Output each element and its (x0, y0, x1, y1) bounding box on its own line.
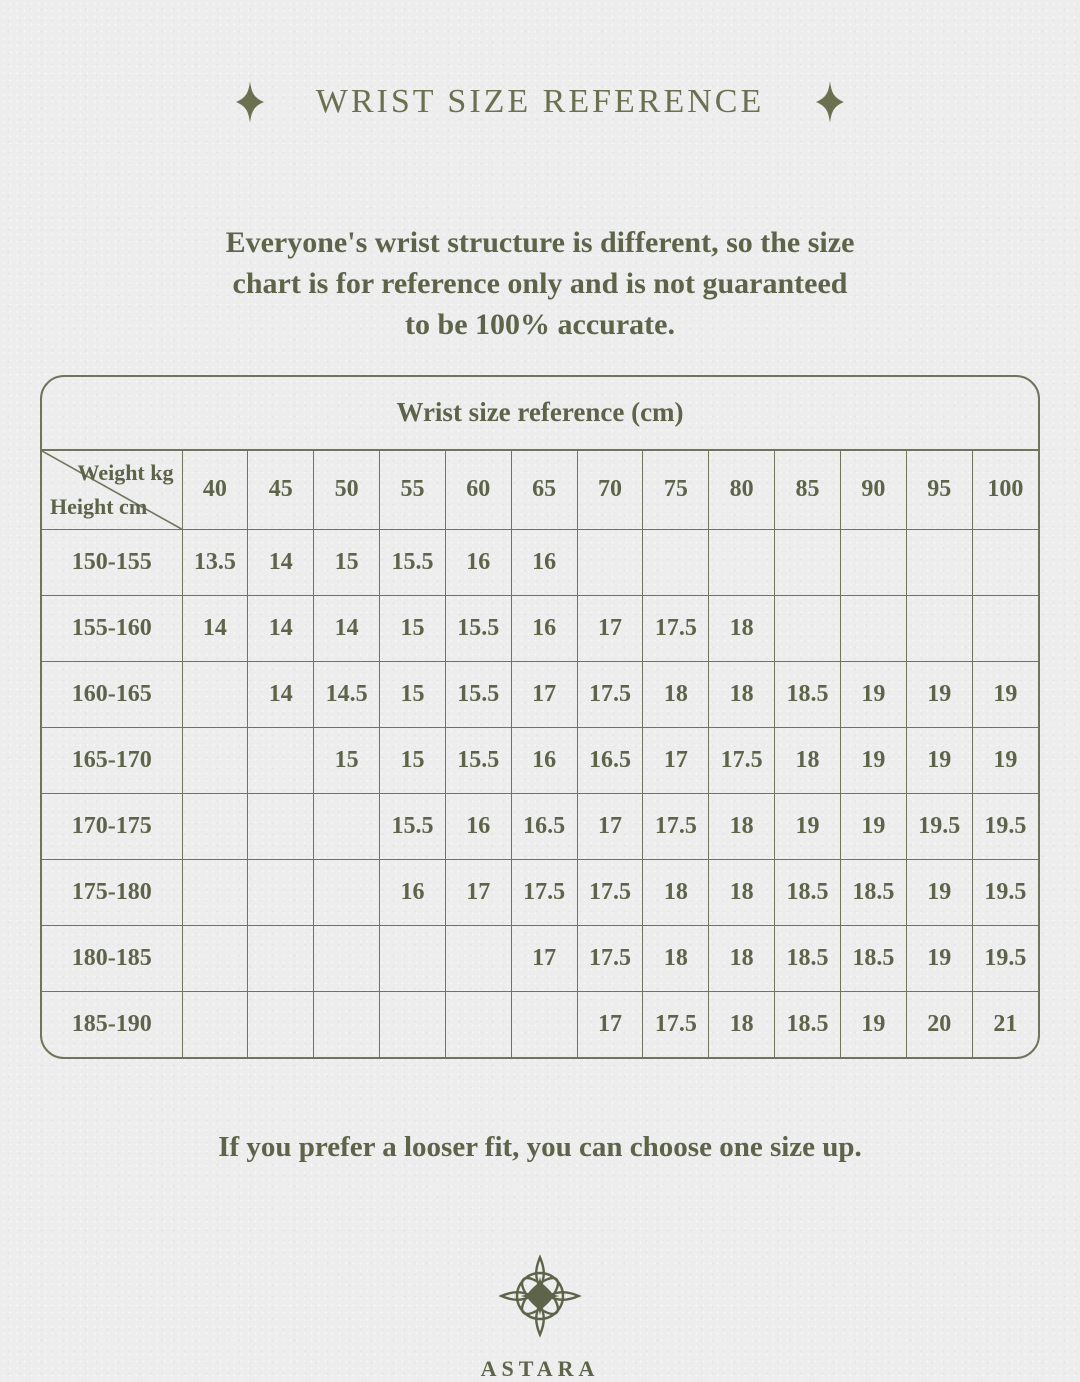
wrist-size-cell: 18 (775, 727, 841, 793)
weight-header-cell: 60 (445, 451, 511, 530)
wrist-size-cell: 17.5 (643, 595, 709, 661)
height-range-cell: 170-175 (42, 793, 182, 859)
wrist-size-cell (643, 529, 709, 595)
wrist-size-cell: 18.5 (775, 991, 841, 1057)
wrist-size-cell: 17.5 (511, 859, 577, 925)
wrist-size-cell: 19 (972, 661, 1038, 727)
height-range-cell: 150-155 (42, 529, 182, 595)
wrist-size-cell: 19.5 (972, 859, 1038, 925)
wrist-size-cell: 17 (511, 661, 577, 727)
wrist-size-cell: 17.5 (709, 727, 775, 793)
wrist-size-cell (972, 595, 1038, 661)
wrist-size-cell (248, 925, 314, 991)
wrist-size-cell: 19 (906, 859, 972, 925)
wrist-size-cell: 16 (511, 529, 577, 595)
wrist-size-cell: 18.5 (775, 661, 841, 727)
wrist-size-cell: 19 (840, 793, 906, 859)
intro-line: to be 100% accurate. (405, 307, 675, 341)
wrist-size-cell (248, 859, 314, 925)
table-row (42, 859, 1038, 925)
corner-height-label: Height cm (50, 493, 148, 519)
wrist-size-cell (380, 991, 446, 1057)
wrist-size-cell: 15.5 (380, 529, 446, 595)
weight-header-cell: 100 (972, 451, 1038, 530)
wrist-size-cell (775, 529, 841, 595)
height-range-cell: 175-180 (42, 859, 182, 925)
weight-header-cell: 65 (511, 451, 577, 530)
wrist-size-cell (248, 991, 314, 1057)
wrist-size-cell: 15.5 (445, 727, 511, 793)
weight-header-cell: 55 (380, 451, 446, 530)
wrist-size-cell: 17.5 (643, 991, 709, 1057)
wrist-size-cell: 16.5 (577, 727, 643, 793)
wrist-size-cell: 14 (248, 529, 314, 595)
wrist-size-cell (380, 925, 446, 991)
wrist-size-cell (445, 925, 511, 991)
wrist-size-cell: 17.5 (577, 859, 643, 925)
wrist-size-cell: 16 (445, 793, 511, 859)
wrist-size-cell: 19 (972, 727, 1038, 793)
table-row (42, 661, 1038, 727)
corner-weight-label: Weight kg (77, 459, 174, 485)
wrist-size-cell: 17 (445, 859, 511, 925)
wrist-size-cell: 14 (182, 595, 248, 661)
wrist-size-cell: 15 (380, 661, 446, 727)
wrist-size-cell (248, 793, 314, 859)
wrist-size-cell: 17.5 (577, 661, 643, 727)
wrist-size-cell: 18 (709, 793, 775, 859)
wrist-size-cell: 18.5 (775, 925, 841, 991)
wrist-size-cell (840, 529, 906, 595)
wrist-size-cell: 17 (577, 991, 643, 1057)
height-range-cell: 165-170 (42, 727, 182, 793)
table-row (42, 925, 1038, 991)
wrist-size-cell: 14 (314, 595, 380, 661)
wrist-size-cell (775, 595, 841, 661)
wrist-size-cell: 16 (380, 859, 446, 925)
wrist-size-cell (182, 793, 248, 859)
wrist-size-cell: 17 (577, 595, 643, 661)
wrist-size-cell: 15.5 (380, 793, 446, 859)
size-chart-table (42, 451, 1038, 1057)
wrist-size-cell: 19.5 (906, 793, 972, 859)
intro-line: Everyone's wrist structure is different, so the size (225, 225, 855, 259)
weight-header-cell: 85 (775, 451, 841, 530)
wrist-size-cell (906, 595, 972, 661)
height-range-cell: 185-190 (42, 991, 182, 1057)
wrist-size-cell (182, 859, 248, 925)
size-chart-caption: Wrist size reference (cm) (42, 377, 1038, 451)
wrist-size-cell: 19 (906, 661, 972, 727)
wrist-size-cell: 15 (380, 595, 446, 661)
wrist-size-cell: 16 (445, 529, 511, 595)
wrist-size-cell (314, 793, 380, 859)
wrist-size-cell: 19 (775, 793, 841, 859)
wrist-size-cell: 16 (511, 595, 577, 661)
wrist-size-cell: 18 (643, 859, 709, 925)
wrist-size-cell: 19 (840, 727, 906, 793)
wrist-size-cell (182, 925, 248, 991)
brand-block (0, 1250, 1080, 1382)
wrist-size-cell: 14.5 (314, 661, 380, 727)
wrist-size-cell: 18 (643, 925, 709, 991)
wrist-size-cell: 21 (972, 991, 1038, 1057)
wrist-size-cell: 14 (248, 595, 314, 661)
weight-header-cell: 75 (643, 451, 709, 530)
wrist-size-cell: 19.5 (972, 925, 1038, 991)
table-row (42, 529, 1038, 595)
weight-header-cell: 40 (182, 451, 248, 530)
wrist-size-cell: 17 (511, 925, 577, 991)
weight-header-cell: 80 (709, 451, 775, 530)
wrist-size-cell: 15 (314, 727, 380, 793)
wrist-size-cell (577, 529, 643, 595)
wrist-size-cell: 18 (643, 661, 709, 727)
wrist-size-cell: 17 (643, 727, 709, 793)
wrist-size-cell: 19.5 (972, 793, 1038, 859)
wrist-size-cell: 17.5 (577, 925, 643, 991)
table-row (42, 991, 1038, 1057)
brand-name: ASTARA (480, 1355, 600, 1381)
wrist-size-cell: 18.5 (775, 859, 841, 925)
sparkle-icon (816, 81, 844, 123)
wrist-size-cell: 19 (906, 727, 972, 793)
sparkle-icon (236, 81, 264, 123)
wrist-size-cell: 19 (840, 661, 906, 727)
wrist-size-cell (511, 991, 577, 1057)
weight-header-cell: 45 (248, 451, 314, 530)
wrist-size-cell: 18 (709, 661, 775, 727)
wrist-size-cell: 18 (709, 859, 775, 925)
weight-header-cell: 95 (906, 451, 972, 530)
wrist-size-cell: 19 (906, 925, 972, 991)
size-chart-card (40, 375, 1040, 1059)
wrist-size-cell (182, 661, 248, 727)
wrist-size-cell (840, 595, 906, 661)
wrist-size-cell: 19 (840, 991, 906, 1057)
wrist-size-cell: 18 (709, 991, 775, 1057)
brand-compass-logo-icon (494, 1250, 586, 1342)
wrist-size-cell (445, 991, 511, 1057)
wrist-size-cell: 18 (709, 595, 775, 661)
wrist-size-cell (182, 727, 248, 793)
page-title: WRIST SIZE REFERENCE (315, 82, 765, 120)
footer-note: If you prefer a looser fit, you can choose one size up. (218, 1130, 862, 1163)
table-row (42, 727, 1038, 793)
height-range-cell: 180-185 (42, 925, 182, 991)
wrist-size-cell: 17 (577, 793, 643, 859)
intro-text (0, 222, 1080, 345)
table-row (42, 793, 1038, 859)
wrist-size-cell (906, 529, 972, 595)
wrist-size-cell: 18.5 (840, 859, 906, 925)
wrist-size-cell: 15.5 (445, 661, 511, 727)
table-row (42, 595, 1038, 661)
height-range-cell: 155-160 (42, 595, 182, 661)
page-header (0, 0, 1080, 144)
wrist-size-cell (314, 859, 380, 925)
weight-header-cell: 90 (840, 451, 906, 530)
wrist-size-cell: 15.5 (445, 595, 511, 661)
wrist-size-cell: 14 (248, 661, 314, 727)
wrist-size-cell: 18 (709, 925, 775, 991)
wrist-size-cell (709, 529, 775, 595)
wrist-size-cell: 13.5 (182, 529, 248, 595)
wrist-size-cell: 15 (380, 727, 446, 793)
weight-header-cell: 50 (314, 451, 380, 530)
corner-header-cell (42, 451, 182, 530)
wrist-size-cell: 16 (511, 727, 577, 793)
wrist-size-cell (972, 529, 1038, 595)
wrist-size-cell (182, 991, 248, 1057)
intro-line: chart is for reference only and is not guaranteed (232, 266, 848, 300)
wrist-size-cell: 16.5 (511, 793, 577, 859)
wrist-size-cell (248, 727, 314, 793)
wrist-size-cell: 17.5 (643, 793, 709, 859)
height-range-cell: 160-165 (42, 661, 182, 727)
wrist-size-cell (314, 925, 380, 991)
wrist-size-cell: 20 (906, 991, 972, 1057)
table-header-row (42, 451, 1038, 530)
wrist-size-cell (314, 991, 380, 1057)
wrist-size-cell: 18.5 (840, 925, 906, 991)
wrist-size-cell: 15 (314, 529, 380, 595)
weight-header-cell: 70 (577, 451, 643, 530)
